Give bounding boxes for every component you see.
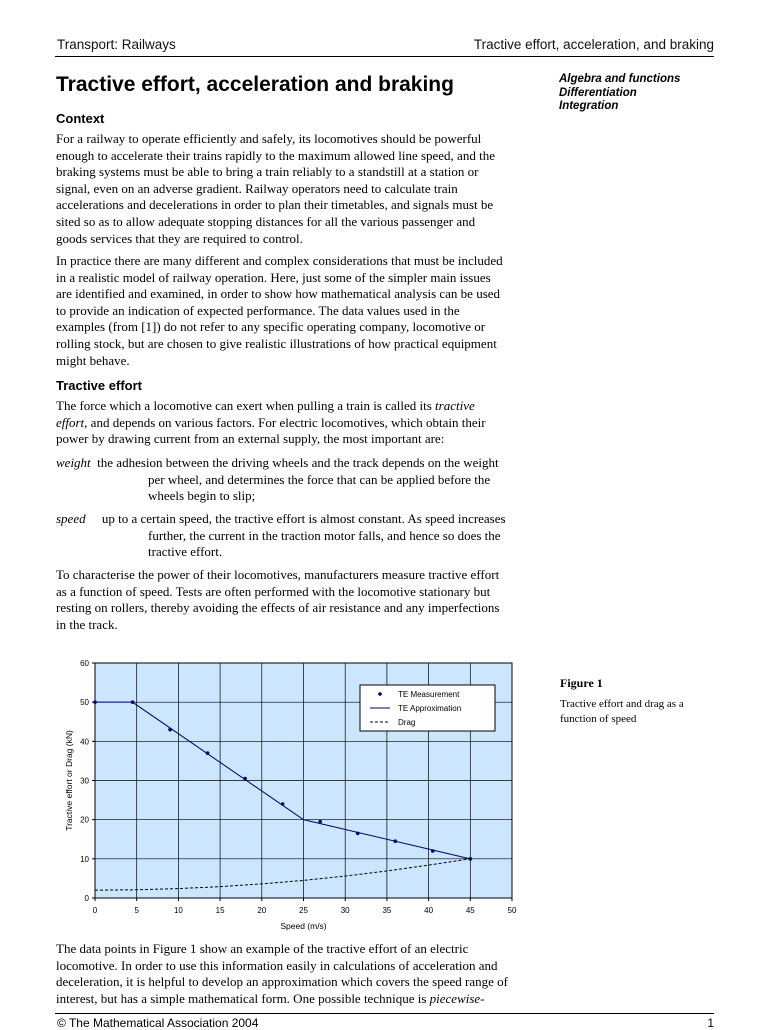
figure-label: Figure 1 [560,676,603,690]
text-line: braking systems must be able to bring a train reliably to a standstill at a station or [56,164,479,180]
x-tick-label: 35 [382,906,392,915]
tractive-paragraph-1 [56,398,536,448]
x-tick-label: 10 [173,906,183,915]
x-tick-label: 5 [134,906,139,915]
x-tick-label: 15 [215,906,225,915]
text-line: signal, even on an adverse gradient. Railway operators need to calculate train [56,180,458,196]
y-tick-label: 20 [80,815,89,825]
text-line: effort, and depends on various factors. For electric locomotives, which obtain their [56,414,486,430]
x-tick-label: 45 [465,906,475,915]
text-line: goods services that they are required to control. [56,230,303,246]
text-line: accelerations and decelerations in order to plan their timetables, and signals must be [56,197,494,213]
x-tick-label: 50 [507,906,517,915]
text-line: might behave. [56,352,130,368]
y-tick-label: 40 [80,737,89,747]
text-line: The data points in Figure 1 show an example of the tractive effort of an electric [56,941,469,956]
term-tractive: tractive [435,398,475,413]
text-line: in the track. [56,616,118,632]
text-line: are identified and examined, in order to show how mathematical analysis can be used [56,286,501,302]
topic-item: Integration [559,100,619,112]
y-tick-label: 60 [80,659,89,668]
x-axis-label: Speed (m/s) [280,921,327,931]
legend-label: Drag [398,718,416,727]
text-line: deceleration, it is helpful to develop an approximation which covers the speed range of [56,974,508,990]
footer-copyright: © The Mathematical Association 2004 [57,1016,259,1030]
y-tick-label: 0 [84,894,89,903]
header-right: Tractive effort, acceleration, and braking [473,37,714,52]
heading-context: Context [56,111,105,126]
y-axis-label: Tractive effort or Drag (kN) [64,730,74,831]
term-piecewise: piecewise- [429,990,485,1006]
text-line: enough to accelerate their trains rapidly to the maximum allowed line speed, and the [56,147,495,163]
legend-marker-points [378,692,382,696]
page-title: Tractive effort, acceleration and braking [56,73,454,96]
legend-label: TE Approximation [398,704,462,713]
footer-page-number: 1 [707,1016,714,1030]
figure-1-chart [60,655,525,935]
x-tick-label: 25 [299,906,308,915]
footer-rule [55,1013,714,1014]
text-line: to provide an indication of expected performance. The data values used in the [56,302,460,318]
topic-item: Differentiation [559,86,637,99]
text-line: resting on rollers, thereby avoiding the effects of air resistance and any imperfections [56,600,500,616]
text-line: in a realistic model of railway operation. Here, just some of the simpler main issues [56,269,491,285]
text-line: as a function of speed. Tests are often performed with the locomotive stationary but [56,583,491,599]
y-tick-label: 30 [80,776,89,786]
context-paragraph-2 [56,253,536,369]
definition-weight: weight the adhesion between the driving wheels and the track depends on the weight per wheel, and determines the force that can be applied before the wheels begin to slip; [56,455,499,504]
figure-caption: Tractive effort and drag as a function of speed [560,698,684,725]
text-line: For a railway to operate efficiently and safely, its locomotives should be powerful [56,131,482,146]
heading-tractive-effort: Tractive effort [56,378,142,393]
text-line: sited so as to allow adequate stopping distances for all the various passenger and [56,213,476,229]
x-tick-label: 30 [340,906,350,915]
topic-item: Algebra and functions [559,73,681,85]
header-left: Transport: Railways [57,37,176,52]
x-tick-label: 0 [92,906,98,915]
x-tick-label: 20 [257,906,267,915]
context-paragraph-1 [56,131,536,247]
text-line: power by drawing current from an external supply, the most important are: [56,431,445,447]
tractive-paragraph-2 [56,567,536,633]
y-tick-label: 50 [80,698,89,708]
text-line: In practice there are many different and complex considerations that must be included [56,253,503,268]
definition-speed: speed up to a certain speed, the tractive effort is almost constant. As speed increases further, the current in the traction motor falls, and hence so does the tractive effort. [56,511,506,560]
legend-label: TE Measurement [398,690,460,699]
text-line: examples (from [1]) do not refer to any specific operating company, locomotive or [56,319,486,335]
text-line: The force which a locomotive can exert when pulling a train is called its tractive [56,398,475,413]
text-line: locomotive. In order to use this information easily in calculations of acceleration and [56,957,498,973]
term-speed: speed [56,511,86,526]
header-rule [55,56,714,57]
after-figure-paragraph [56,941,536,1007]
text-line: rolling stock, but are chosen to give realistic illustrations of how practical equipment [56,335,497,351]
topic-list [559,73,680,114]
text-line: To characterise the power of their locomotives, manufacturers measure tractive effort [56,567,500,582]
term-effort: effort [56,414,85,430]
text-line: interest, but has a simple mathematical form. One possible technique is piecewise- [56,990,485,1006]
x-tick-label: 40 [424,906,434,915]
term-weight: weight [56,455,91,470]
y-tick-label: 10 [80,854,89,864]
